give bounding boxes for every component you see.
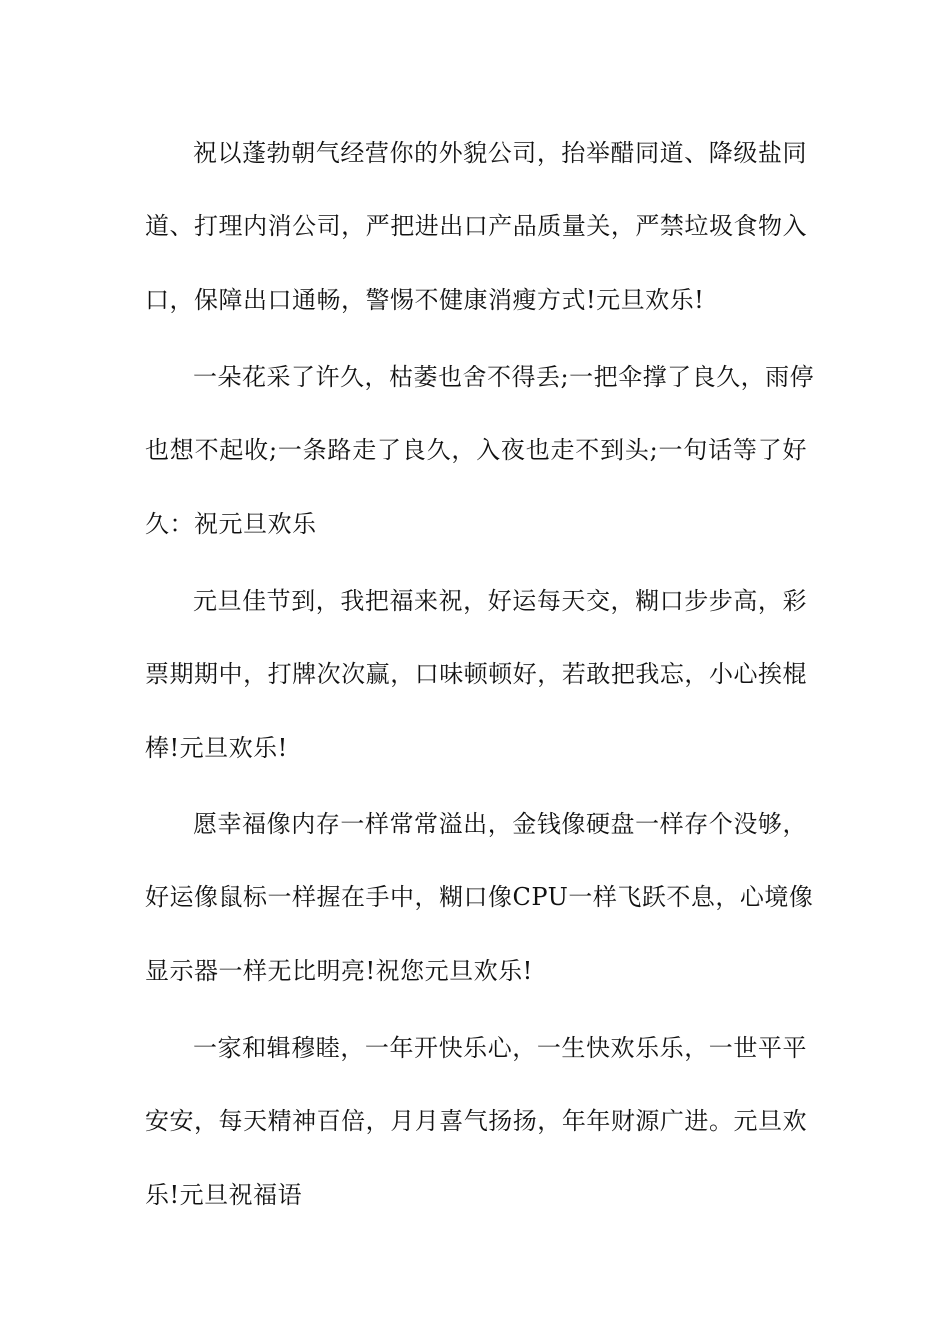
paragraph-4-line-2: 好运像鼠标一样握在手中，糊口像CPU一样飞跃不息，心境像: [145, 883, 814, 911]
paragraph-3-line-1: 元旦佳节到，我把福来祝，好运每天交，糊口步步高，彩: [193, 587, 807, 615]
paragraph-4-line-1: 愿幸福像内存一样常常溢出，金钱像硬盘一样存个没够，: [193, 810, 807, 838]
paragraph-5-line-1: 一家和辑穆睦，一年开快乐心，一生快欢乐乐，一世平平: [193, 1034, 807, 1062]
paragraph-3-line-2: 票期期中，打牌次次赢，口味顿顿好，若敢把我忘，小心挨棍: [145, 660, 807, 688]
paragraph-2-line-1: 一朵花采了许久，枯萎也舍不得丢;一把伞撑了良久，雨停: [193, 363, 815, 391]
paragraph-1-line-2: 道、打理内消公司，严把进出口产品质量关，严禁垃圾食物入: [145, 212, 807, 240]
paragraph-1-line-3: 口，保障出口通畅，警惕不健康消瘦方式!元旦欢乐!: [145, 286, 705, 314]
paragraph-2-line-3: 久：祝元旦欢乐: [145, 510, 317, 538]
paragraph-4-line-3: 显示器一样无比明亮!祝您元旦欢乐!: [145, 957, 533, 985]
paragraph-5-line-3: 乐!元旦祝福语: [145, 1181, 303, 1209]
paragraph-2-line-2: 也想不起收;一条路走了良久，入夜也走不到头;一句话等了好: [145, 436, 807, 464]
paragraph-3-line-3: 棒!元旦欢乐!: [145, 734, 288, 762]
paragraph-5-line-2: 安安，每天精神百倍，月月喜气扬扬，年年财源广进。元旦欢: [145, 1107, 807, 1135]
paragraph-1-line-1: 祝以蓬勃朝气经营你的外貌公司，抬举醋同道、降级盐同: [193, 139, 807, 167]
